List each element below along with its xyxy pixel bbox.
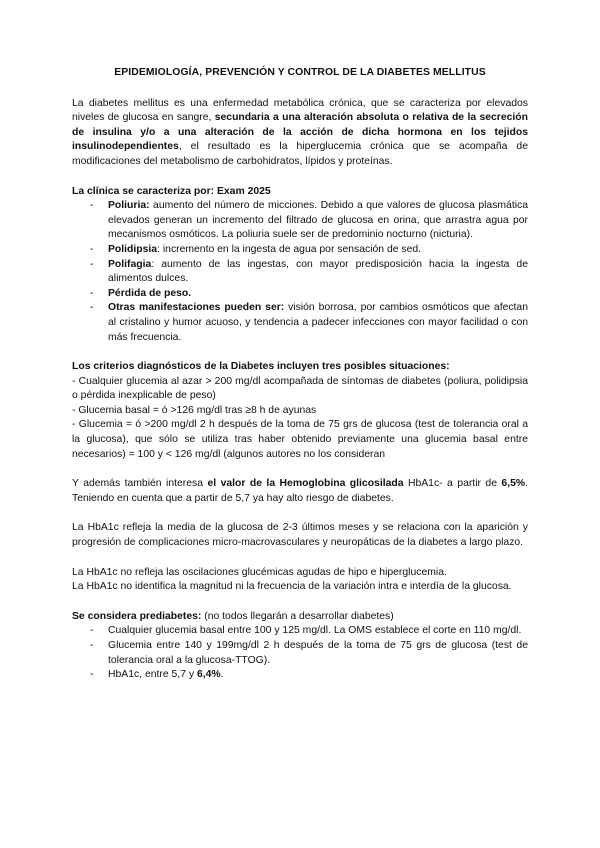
criterio-line: - Cualquier glucemia al azar > 200 mg/dl acompañada de síntomas de diabetes (poliura, polidipsia o pérdida inexplicable de peso): [72, 375, 528, 402]
list-item: [72, 258, 528, 287]
clinica-heading: La clínica se caracteriza por: Exam 2025: [72, 185, 271, 197]
hba1c-text-1: Y además también interesa: [72, 478, 208, 490]
item-text: HbA1c, entre 5,7 y: [108, 669, 197, 681]
item-text: : aumento de las ingestas, con mayor predisposición hacia la ingesta de alimentos dulces.: [108, 258, 528, 285]
list-item: [72, 668, 528, 683]
item-text: aumento del número de micciones. Debido a que valores de glucosa plasmática elevados generan un incremento del filtrado de glucosa en orina, que arrastra agua por mecanismos osmóticos. La poliuria suele ser de predominio nocturno (nicturia).: [108, 200, 528, 241]
prediabetes-heading-line: [72, 610, 528, 625]
item-text: Glucemia entre 140 y 199mg/dl 2 h después de la toma de 75 grs de glucosa (test de tolerancia oral a la glucosa-TTOG).: [108, 640, 528, 666]
list-item: [72, 199, 528, 243]
no-refleja-paragraph: La HbA1c no refleja las oscilaciones glucémicas agudas de hipo e hiperglucemia.: [72, 566, 447, 578]
no-identifica-paragraph: La HbA1c no identifica la magnitud ni la frecuencia de la variación intra e interdía de la glucosa.: [72, 581, 512, 593]
item-label: Pérdida de peso.: [108, 287, 192, 299]
intro-bold: secundaria a una alteración absoluta o relativa de la secreción de insulina y/o a una alteración de la acción de dicha hormona en los tejidos insulinodependientes: [72, 112, 528, 153]
document-title: EPIDEMIOLOGÍA, PREVENCIÓN Y CONTROL DE LA DIABETES MELLITUS: [114, 67, 486, 78]
list-item: [72, 243, 528, 258]
hba1c-bold-2: 6,5%: [501, 478, 526, 490]
criterio-line: - Glucemia = ó >200 mg/dl 2 h después de la toma de 75 grs de glucosa (test de tolerancia oral a la glucosa), que sólo se utiliza tras haber obtenido previamente una glucemia basal entre necesarios) = 100 y < 126 mg/dl (algunos autores no los consideran: [72, 419, 528, 460]
hba1c-bold-1: el valor de la Hemoglobina glicosilada: [207, 478, 404, 490]
hba1c-text-3: . Teniendo en cuenta que a partir de 5,7 ya hay alto riesgo de diabetes.: [72, 478, 528, 504]
prediabetes-list: [72, 624, 528, 682]
list-item: [72, 639, 528, 668]
item-text: Cualquier glucemia basal entre 100 y 125 mg/dl. La OMS establece el corte en 110 mg/dl.: [108, 625, 522, 637]
item-text: visión borrosa, por cambios osmóticos que afectan al cristalino y humor acuoso, y tendencia a padecer infecciones con mayor facilidad o con más frecuencia.: [108, 302, 528, 343]
item-end: .: [220, 669, 224, 681]
refleja-paragraph: La HbA1c refleja la media de la glucosa de 2-3 últimos meses y se relaciona con la aparición y progresión de complicaciones micro-macrovasculares y neuropáticas de la diabetes a largo plazo.: [72, 522, 528, 549]
list-item: [72, 624, 528, 639]
intro-text-2: , el resultado es la hiperglucemia crónica que se acompaña de modificaciones del metabolismo de carbohidratos, lípidos y proteínas.: [72, 141, 528, 167]
criterio-line: - Glucemia basal = ó >126 mg/dl tras ≥8 h de ayunas: [72, 404, 317, 416]
hba1c-text-2: HbA1c- a partir de: [403, 478, 502, 490]
intro-paragraph: [72, 97, 528, 170]
item-label: Otras manifestaciones pueden ser:: [108, 302, 285, 314]
item-label: Polifagia: [108, 258, 152, 270]
clinica-list: [72, 199, 528, 345]
hba1c-paragraph: [72, 477, 528, 506]
item-text: : incremento en la ingesta de agua por sensación de sed.: [157, 243, 422, 255]
intro-text-1: La diabetes mellitus es una enfermedad metabólica crónica, que se caracteriza por elevados niveles de glucosa en sangre,: [72, 97, 528, 124]
document-page: [72, 66, 528, 683]
list-item: [72, 301, 528, 345]
item-bold: 6,4%: [196, 669, 221, 681]
prediabetes-heading: Se considera prediabetes:: [72, 610, 202, 622]
prediabetes-note: (no todos llegarán a desarrollar diabetes): [201, 610, 394, 622]
item-label: Poliuria:: [108, 200, 150, 212]
criterios-heading: Los criterios diagnósticos de la Diabetes incluyen tres posibles situaciones:: [72, 361, 450, 373]
item-label: Polidipsia: [108, 243, 158, 255]
list-item: [72, 287, 528, 302]
